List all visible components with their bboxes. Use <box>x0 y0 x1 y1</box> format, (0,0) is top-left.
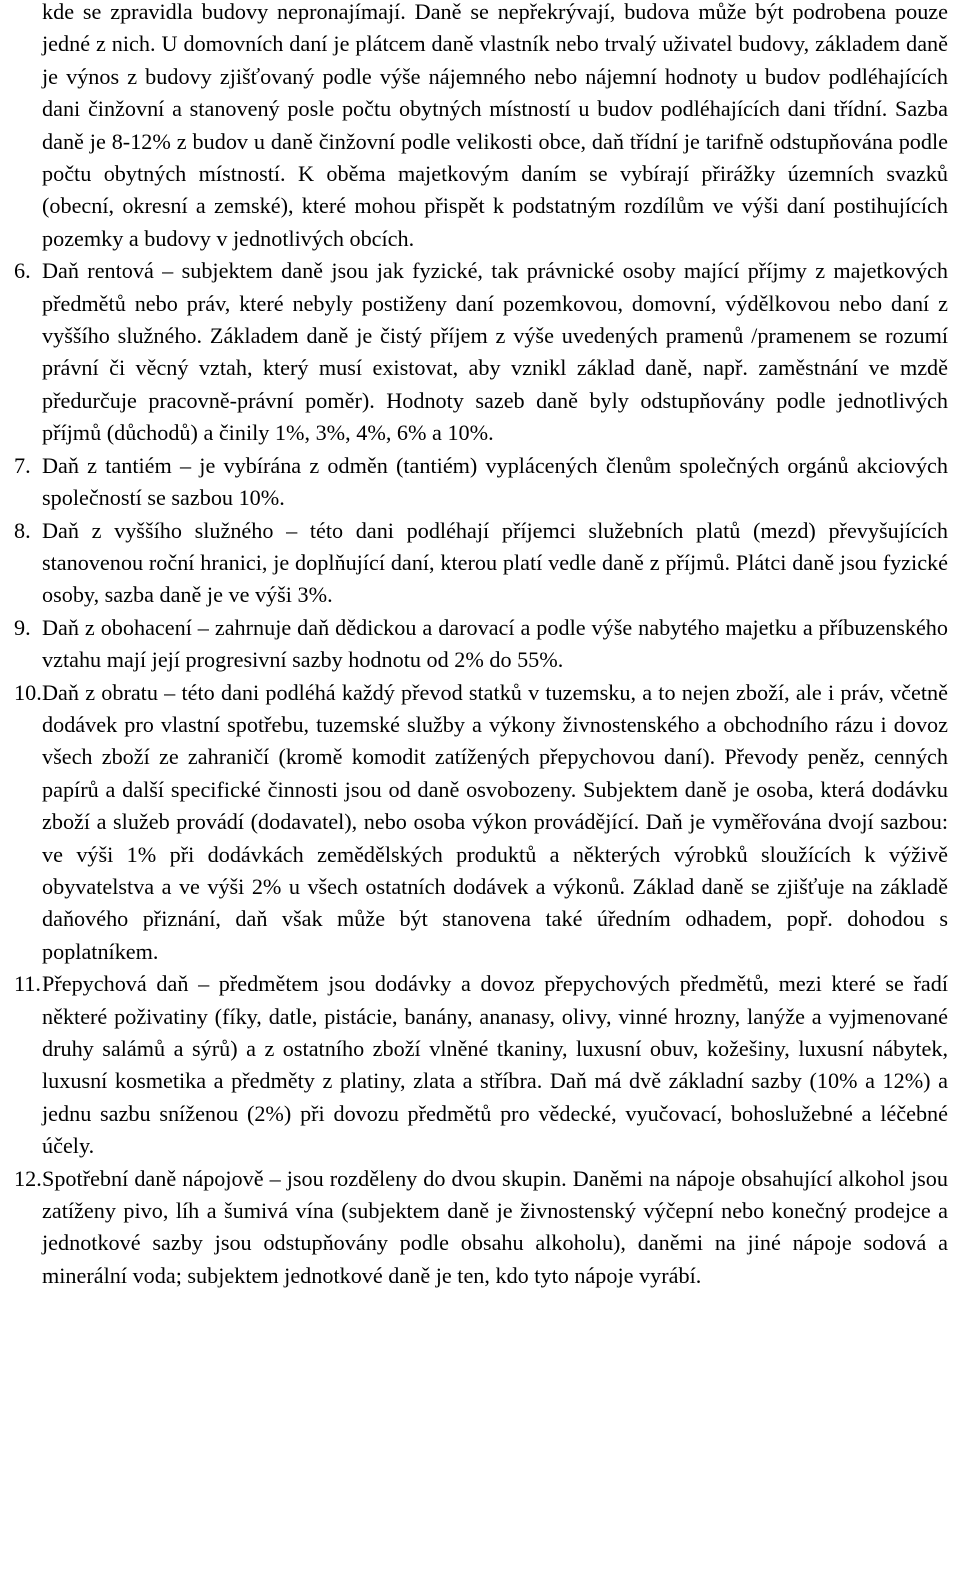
list-item-text: Daň z obohacení – zahrnuje daň dědickou a darovací a podle výše nabytého majetku a příbuzenského vztahu mají její progresivní sazby hodnotu od 2% do 55%. <box>42 614 948 673</box>
list-item-7 <box>14 450 948 515</box>
list-item-11 <box>14 968 948 1162</box>
list-item-9 <box>14 612 948 677</box>
list-item-number: 10. <box>14 679 42 705</box>
list-item-8 <box>14 515 948 612</box>
list-item-number: 12. <box>14 1165 42 1191</box>
list-item-number: 7. <box>14 452 31 478</box>
list-item-number: 11. <box>14 971 41 997</box>
list-item-number: 6. <box>14 258 31 284</box>
list-item-text: Spotřební daně nápojově – jsou rozděleny do dvou skupin. Daněmi na nápoje obsahující alkohol jsou zatíženy pivo, líh a šumivá vína (subjektem daně je živnostenský výčepní nebo konečný prodejce a jednotkové sazby jsou odstupňovány podle obsahu alkoholu), daněmi na jiné nápoje sodová a minerální voda; subjektem jednotkové daně je ten, kdo tyto nápoje vyrábí. <box>42 1165 948 1288</box>
list-item-6 <box>14 255 948 449</box>
list-item-number: 8. <box>14 517 31 543</box>
document-page <box>14 0 948 1292</box>
list-item-text: Daň z vyššího služného – této dani podléhají příjemci služebních platů (mezd) převyšujících stanovenou roční hranici, je doplňující daní, kterou platí vedle daně z příjmů. Plátci daně jsou fyzické osoby, sazba daně je ve výši 3%. <box>42 517 948 608</box>
list-item-text: Daň z tantiém – je vybírána z odměn (tantiém) vyplácených členům společných orgánů akciových společností se sazbou 10%. <box>42 452 948 511</box>
list-item-12 <box>14 1163 948 1293</box>
list-item-number: 9. <box>14 614 31 640</box>
list-item-text: Přepychová daň – předmětem jsou dodávky a dovoz přepychových předmětů, mezi které se řadí některé poživatiny (fíky, datle, pistácie, banány, ananasy, olivy, vinné hrozny, lanýže a vyjmenované druhy salámů a sýrů) a z ostatního zboží vlněné tkaniny, luxusní obuv, kožešiny, luxusní nábytek, luxusní kosmetika a předměty z platiny, zlata a stříbra. Daň má dvě základní sazby (10% a 12%) a jednu sazbu sníženou (2%) při dovozu předmětů pro vědecké, vyučovací, bohoslužebné a léčebné účely. <box>42 971 948 1159</box>
list-item-text: Daň rentová – subjektem daně jsou jak fyzické, tak právnické osoby mající příjmy z majetkových předmětů nebo práv, které nebyly postiženy daní pozemkovou, domovní, výdělkovou nebo daní z vyššího služného. Základem daně je čistý příjem z výše uvedených pramenů /pramenem se rozumí právní či věcný vztah, který musí existovat, aby vznikl základ daně, např. zaměstnání ve mzdě předurčuje pracovně-právní poměr). Hodnoty sazeb daně byly odstupňovány podle jednotlivých příjmů (důchodů) a činily 1%, 3%, 4%, 6% a 10%. <box>42 258 948 446</box>
intro-paragraph: kde se zpravidla budovy nepronajímají. Daně se nepřekrývají, budova může být podrobena pouze jedné z nich. U domovních daní je plátcem daně vlastník nebo trvalý uživatel budovy, základem daně je výnos z budovy zjišťovaný podle výše nájemného nebo nájemní hodnoty u budov podléhajících dani činžovní a stanovený posle počtu obytných místností u budov podléhajících dani třídní. Sazba daně je 8-12% z budov u daně činžovní podle velikosti obce, daň třídní je tarifně odstupňována podle počtu obytných místností. K oběma majetkovým daním se vybírají přirážky územních svazků (obecní, okresní a zemské), které mohou přispět k podstatným rozdílům ve výši daní postihujících pozemky a budovy v jednotlivých obcích. <box>42 0 948 251</box>
list-item-text: Daň z obratu – této dani podléhá každý převod statků v tuzemsku, a to nejen zboží, ale i práv, včetně dodávek pro vlastní spotřebu, tuzemské služby a výkony živnostenského a obchodního rázu i dovoz všech zboží ze zahraničí (kromě komodit zatížených přepychovou daní). Převody peněz, cenných papírů a další specifické činnosti jsou od daně osvobozeny. Subjektem daně je osoba, která dodávku zboží a služeb provádí (dodavatel), nebo osoba výkon provádějící. Daň je vyměřována dvojí sazbou: ve výši 1% při dodávkách zemědělských produktů a některých výrobků sloužících k výživě obyvatelstva a ve výši 2% u všech ostatních dodávek a výkonů. Základ daně se zjišťuje na základě daňového přiznání, daň však může být stanovena také úředním odhadem, popř. dohodou s poplatníkem. <box>42 679 948 964</box>
list-item-10 <box>14 677 948 969</box>
